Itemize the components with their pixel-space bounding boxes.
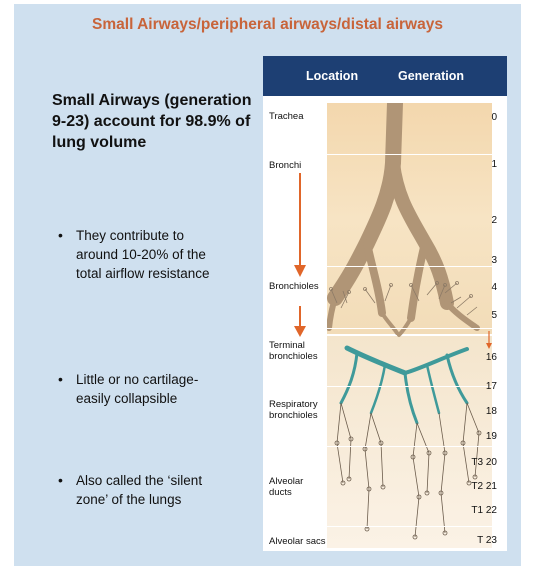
location-alveolar-ducts: Alveolar ducts (269, 476, 304, 498)
row-divider (269, 526, 501, 527)
location-bronchioles: Bronchioles (269, 281, 319, 292)
row-divider (269, 446, 501, 447)
location-bronchi: Bronchi (269, 160, 302, 171)
generation-17: 17 (485, 381, 497, 392)
slide-title: Small Airways/peripheral airways/distal airways (92, 16, 443, 33)
airway-tree-illustration (327, 103, 492, 548)
small-airways-heading: Small Airways (generation 9-23) account for 98.9% of lung volume (52, 92, 252, 151)
generation-3: 3 (491, 255, 497, 266)
generation-4: 4 (491, 282, 497, 293)
generation-5: 5 (491, 310, 497, 321)
generation-18: 18 (485, 406, 497, 417)
down-arrow-icon (293, 173, 307, 278)
generation-2: 2 (491, 215, 497, 226)
location-alveolar-sacs: Alveolar sacs (269, 536, 326, 547)
bullet-airflow-resistance: • They contribute to around 10-20% of the total airflow resistance (52, 226, 222, 283)
generation-19: 19 (485, 431, 497, 442)
generation-column-header: Generation (398, 69, 464, 83)
down-arrow-icon (293, 306, 307, 338)
small-down-arrow-icon (484, 331, 494, 351)
row-divider (269, 386, 501, 387)
airway-generation-panel (263, 56, 507, 551)
location-trachea: Trachea (269, 111, 304, 122)
generation-t2-21: T2 21 (471, 481, 497, 492)
panel-header (263, 56, 507, 96)
location-terminal-bronchioles: Terminal bronchioles (269, 340, 318, 362)
row-divider (269, 154, 501, 155)
generation-1: 1 (491, 159, 497, 170)
generation-16: 16 (485, 352, 497, 363)
slide (14, 4, 521, 566)
generation-t1-22: T1 22 (471, 505, 497, 516)
generation-0: 0 (491, 112, 497, 123)
bullet-cartilage: • Little or no cartilage-easily collapsible (52, 370, 222, 408)
generation-t3-20: T3 20 (471, 457, 497, 468)
generation-t-23: T 23 (477, 535, 497, 546)
location-column-header: Location (306, 69, 359, 83)
bullet-silent-zone: • Also called the ‘silent zone’ of the lungs (52, 471, 222, 509)
location-respiratory-bronchioles: Respiratory bronchioles (269, 399, 318, 421)
